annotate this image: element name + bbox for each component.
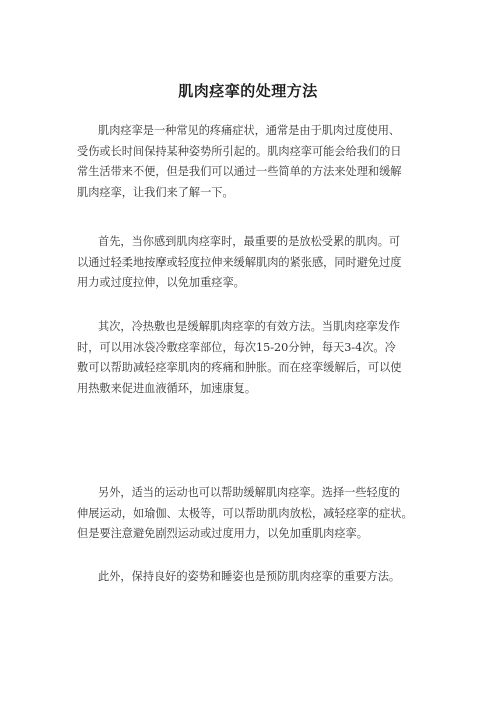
paragraph-line: 用热敷来促进血液循环，加速康复。 <box>77 381 257 395</box>
paragraph-line: 其次，冷热敷也是缓解肌肉痉挛的有效方法。当肌肉痉挛发作 <box>98 320 401 333</box>
paragraph-hot-cold <box>77 317 437 399</box>
paragraph-line: 时，可以用冰袋冷敷痉挛部位，每次15-20分钟，每天3-4次。冷 <box>77 340 396 354</box>
paragraph-line: 受伤或长时间保持某种姿势所引起的。肌肉痉挛可能会给我们的日 <box>77 144 402 158</box>
paragraph-line: 以通过轻柔地按摩或轻度拉伸来缓解肌肉的紧张感，同时避免过度 <box>77 255 402 269</box>
paragraph-line: 但是要注意避免剧烈运动或过度用力，以免加重肌肉痉挛。 <box>77 527 368 540</box>
paragraph-line: 伸展运动，如瑜伽、太极等，可以帮助肌肉放松，减轻痉挛的症状。 <box>77 506 413 520</box>
paragraph-line: 此外，保持良好的姿势和睡姿也是预防肌肉痉挛的重要方法。 <box>98 570 401 583</box>
paragraph-intro <box>77 121 437 203</box>
paragraph-line: 另外，适当的运动也可以帮助缓解肌肉痉挛。选择一些轻度的 <box>98 486 401 499</box>
paragraph-line: 用力或过度拉伸，以免加重痉挛。 <box>77 276 245 289</box>
paragraph-line: 肌肉痉挛是一种常见的疼痛症状，通常是由于肌肉过度使用、 <box>98 124 401 137</box>
paragraph-line: 常生活带来不便，但是我们可以通过一些简单的方法来处理和缓解 <box>77 165 402 178</box>
paragraph-line: 首先，当你感到肌肉痉挛时，最重要的是放松受累的肌肉。可 <box>98 235 401 248</box>
paragraph-relax <box>77 232 437 294</box>
paragraph-posture <box>77 567 437 588</box>
paragraph-exercise <box>77 483 437 545</box>
paragraph-line: 肌肉痉挛，让我们来了解一下。 <box>77 185 234 199</box>
paragraph-line: 敷可以帮助减轻痉挛肌肉的疼痛和肿胀。而在痉挛缓解后，可以使 <box>77 361 402 374</box>
document-title: 肌肉痉挛的处理方法 <box>178 82 318 100</box>
